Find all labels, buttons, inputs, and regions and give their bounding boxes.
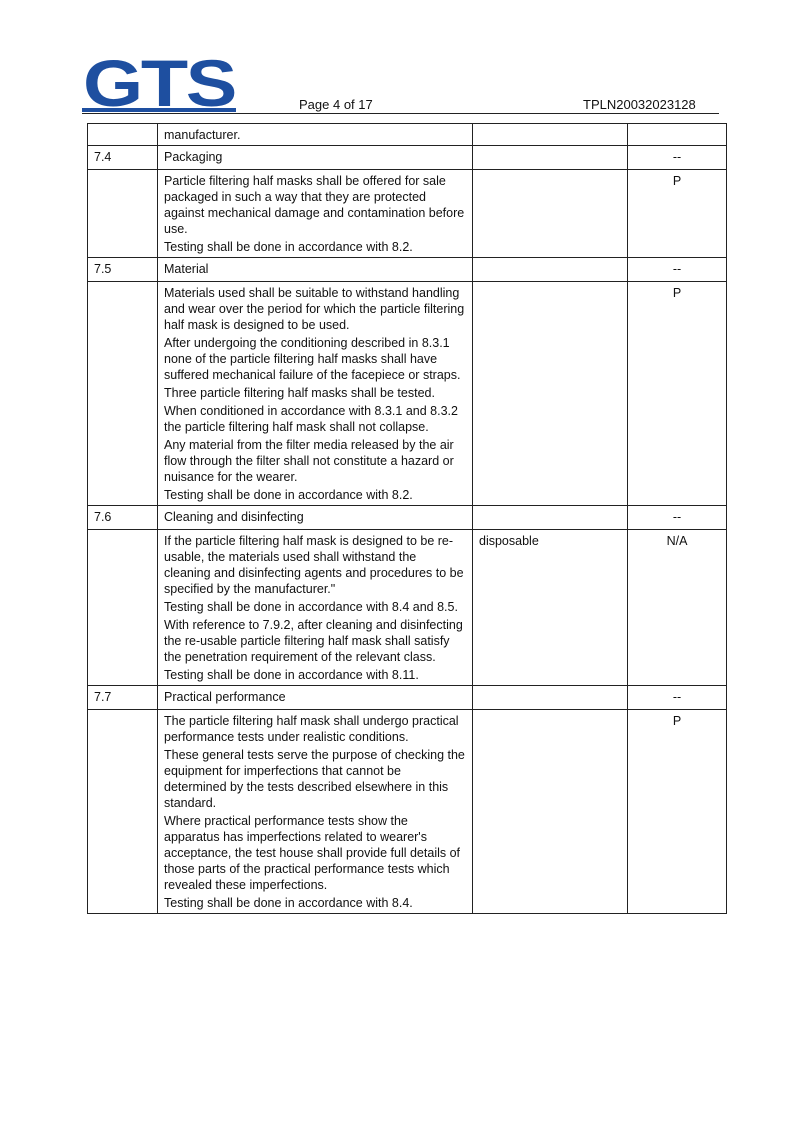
requirement-paragraph: Packaging: [164, 150, 223, 164]
clause-number: [88, 282, 158, 506]
clause-number: [88, 530, 158, 686]
requirement-paragraph: Testing shall be done in accordance with 8.4.: [164, 896, 413, 910]
requirement-paragraph: Testing shall be done in accordance with 8.11.: [164, 668, 419, 682]
table-row: [88, 686, 727, 710]
clause-title: [158, 146, 473, 170]
requirement-paragraph: The particle filtering half mask shall undergo practical performance tests under realistic conditions.: [164, 714, 459, 744]
table-row: [88, 170, 727, 258]
verdict: P: [628, 170, 727, 258]
requirement-paragraph: If the particle filtering half mask is designed to be re-usable, the materials used shall withstand the cleaning and disinfecting agents and procedures to be specified by the manufacturer.": [164, 534, 464, 596]
result-remark: [473, 686, 628, 710]
requirement-paragraph: With reference to 7.9.2, after cleaning and disinfecting the re-usable particle filtering half mask shall satisfy the penetration requirement of the relevant class.: [164, 618, 463, 664]
requirement-paragraph: Any material from the filter media released by the air flow through the filter shall not constitute a hazard or nuisance for the wearer.: [164, 438, 454, 484]
result-remark: [473, 124, 628, 146]
table-row: [88, 124, 727, 146]
verdict: P: [628, 282, 727, 506]
verdict: [628, 124, 727, 146]
requirement-paragraph: Material: [164, 262, 209, 276]
clause-number: 7.4: [88, 146, 158, 170]
clause-number: 7.6: [88, 506, 158, 530]
requirement-paragraph: Materials used shall be suitable to withstand handling and wear over the period for which the particle filtering half mask is designed to be used.: [164, 286, 465, 332]
verdict: --: [628, 146, 727, 170]
requirement-paragraph: These general tests serve the purpose of checking the equipment for imperfections that cannot be determined by the tests described elsewhere in this standard.: [164, 748, 465, 810]
requirement-text: [158, 170, 473, 258]
table-row: [88, 506, 727, 530]
clause-number: [88, 710, 158, 914]
clause-table: [87, 123, 727, 914]
verdict: N/A: [628, 530, 727, 686]
table-row: [88, 530, 727, 686]
verdict: --: [628, 506, 727, 530]
clause-number: [88, 170, 158, 258]
verdict: --: [628, 258, 727, 282]
logo-text: GTS: [83, 56, 235, 114]
clause-number: 7.7: [88, 686, 158, 710]
result-remark: disposable: [473, 530, 628, 686]
requirement-paragraph: Cleaning and disinfecting: [164, 510, 304, 524]
requirement-text: [158, 710, 473, 914]
clause-number: [88, 124, 158, 146]
requirement-paragraph: Three particle filtering half masks shall be tested.: [164, 386, 435, 400]
result-remark: [473, 170, 628, 258]
clause-title: [158, 506, 473, 530]
requirement-paragraph: When conditioned in accordance with 8.3.1 and 8.3.2 the particle filtering half mask shall not collapse.: [164, 404, 458, 434]
clause-title: [158, 686, 473, 710]
requirement-paragraph: After undergoing the conditioning described in 8.3.1 none of the particle filtering half masks shall have suffered mechanical failure of the facepiece or straps.: [164, 336, 461, 382]
verdict: --: [628, 686, 727, 710]
gts-logo: [82, 56, 236, 114]
table-row: [88, 282, 727, 506]
result-remark: [473, 710, 628, 914]
clause-number: 7.5: [88, 258, 158, 282]
table-row: [88, 146, 727, 170]
requirement-paragraph: Particle filtering half masks shall be offered for sale packaged in such a way that they are protected against mechanical damage and contamination before use.: [164, 174, 465, 236]
result-remark: [473, 506, 628, 530]
requirement-paragraph: Practical performance: [164, 690, 286, 704]
requirement-paragraph: Testing shall be done in accordance with 8.4 and 8.5.: [164, 600, 458, 614]
result-remark: [473, 146, 628, 170]
requirement-text: [158, 124, 473, 146]
requirement-paragraph: Where practical performance tests show the apparatus has imperfections related to wearer's acceptance, the test house shall provide full details of those parts of the practical performance tests which revealed these imperfections.: [164, 814, 461, 892]
page-number: Page 4 of 17: [299, 97, 373, 112]
requirement-paragraph: manufacturer.: [164, 128, 241, 142]
table-row: [88, 710, 727, 914]
requirement-paragraph: Testing shall be done in accordance with 8.2.: [164, 240, 413, 254]
document-number: TPLN20032023128: [583, 97, 696, 112]
result-remark: [473, 258, 628, 282]
requirement-text: [158, 530, 473, 686]
header-rule: [82, 113, 719, 114]
result-remark: [473, 282, 628, 506]
requirement-text: [158, 282, 473, 506]
requirement-paragraph: Testing shall be done in accordance with 8.2.: [164, 488, 413, 502]
clause-title: [158, 258, 473, 282]
table-row: [88, 258, 727, 282]
verdict: P: [628, 710, 727, 914]
